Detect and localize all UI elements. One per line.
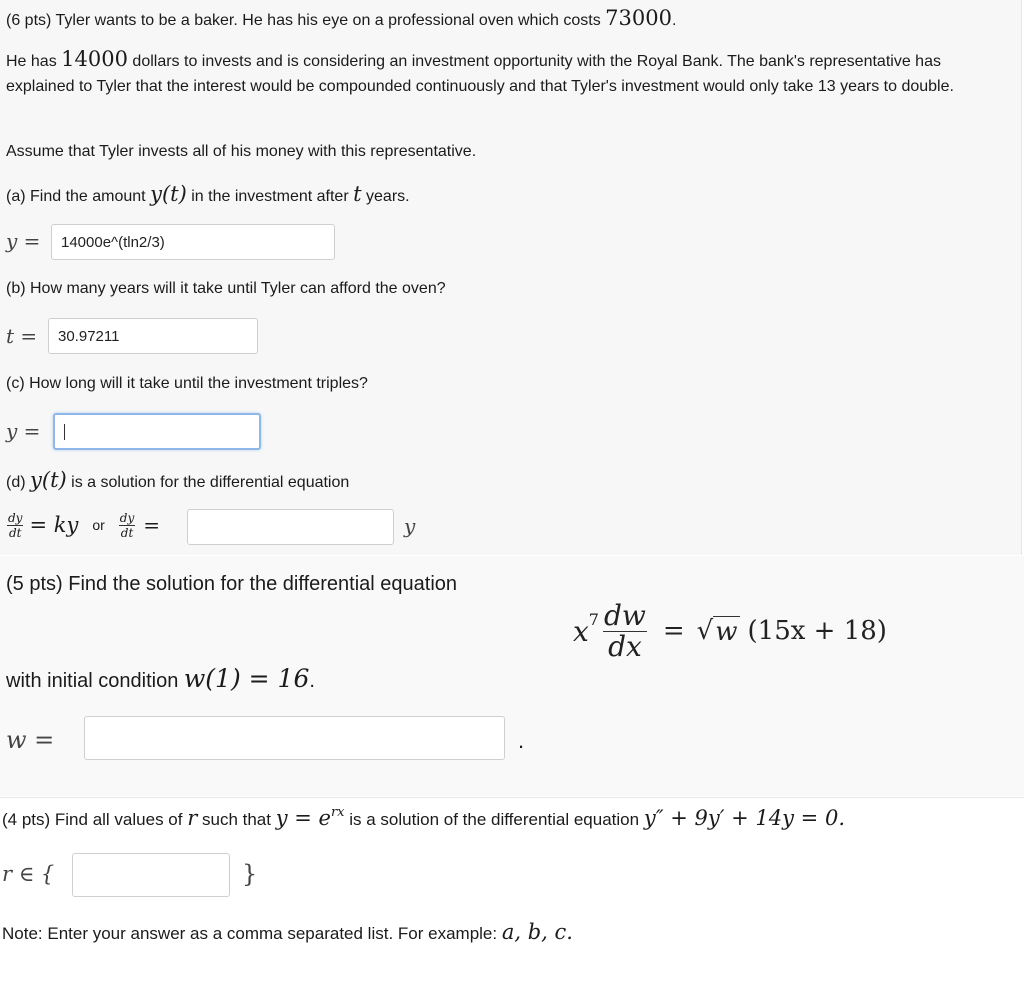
p3-de: y″ + 9y′ + 14y = 0.: [643, 806, 845, 830]
frac-1-den: dt: [8, 525, 22, 540]
part-a-mid: in the investment after: [191, 188, 349, 205]
part-a-suffix: years.: [366, 188, 410, 205]
part-d-prefix: (d): [6, 474, 26, 491]
w-answer-input[interactable]: [84, 716, 505, 760]
init-text: with initial condition: [6, 670, 179, 692]
sqrt-sign: √: [696, 616, 714, 646]
p2-equation: [573, 596, 887, 666]
p3-title: [2, 806, 845, 830]
set-close: }: [242, 860, 258, 888]
frac-1-num: dy: [8, 510, 23, 525]
problem-2: [0, 556, 1024, 796]
part-d-question: [6, 468, 349, 492]
eq-exponent: 7: [588, 609, 599, 629]
p3-exp: rx: [330, 805, 345, 820]
oven-cost: 73000: [605, 6, 672, 30]
part-a-answer-input[interactable]: [51, 224, 335, 260]
p2-init: [6, 664, 315, 693]
p1-assume: Assume that Tyler invests all of his money with this representative.: [6, 143, 477, 160]
init-math: w(1) = 16: [183, 664, 310, 693]
part-c-answer-input[interactable]: [53, 413, 261, 450]
p3-title-start: (4 pts) Find all values of: [2, 810, 183, 829]
set-label: r ∈ {: [2, 862, 55, 886]
part-b-label: t =: [6, 324, 38, 348]
text-caret: [64, 424, 65, 440]
part-b-question: (b) How many years will it take until Tyler can afford the oven?: [6, 280, 446, 297]
part-d-equals: =: [143, 513, 161, 537]
frac-2-den: dt: [120, 525, 134, 540]
part-a-label: y =: [6, 229, 41, 253]
p1-para-rest: dollars to invests and is considering an investment opportunity with the Royal Bank. The bank's representative has explained to Tyler that the interest would be compounded continuously and that Tyler's investment would only take 13 years to double.: [6, 53, 954, 95]
part-d-or: or: [92, 517, 105, 533]
dw: dw: [603, 598, 646, 632]
problem-3: [0, 797, 1024, 984]
w-after: .: [518, 728, 525, 753]
part-c-question: (c) How long will it take until the investment triples?: [6, 375, 368, 392]
part-d-after-y: y: [404, 514, 416, 538]
w-label: w =: [6, 726, 55, 754]
part-a-answer-value: 14000e^(tln2/3): [61, 233, 165, 251]
init-end: .: [309, 670, 315, 692]
p3-title-mid: such that: [201, 810, 271, 829]
part-a-question: [6, 182, 410, 206]
p1-title-text: (6 pts) Tyler wants to be a baker. He has his eye on a professional oven which costs: [6, 12, 601, 29]
part-a-func: y(t): [150, 182, 187, 206]
part-d-suffix: is a solution for the differential equation: [71, 474, 350, 491]
note-text: Note: Enter your answer as a comma separated list. For example:: [2, 924, 498, 943]
money-amount: 14000: [61, 47, 128, 71]
part-c-label: y =: [6, 419, 41, 443]
p1-title: [6, 6, 676, 30]
note-example: a, b, c.: [501, 920, 573, 944]
part-a-var: t: [353, 182, 362, 206]
p3-title-mid2: is a solution of the differential equation: [349, 810, 640, 829]
sqrt-w: w: [715, 616, 738, 647]
part-d-eq-ky: = ky: [29, 513, 79, 537]
eq-equals: =: [662, 616, 685, 646]
p1-title-end: .: [671, 12, 677, 29]
part-b-answer-input[interactable]: [48, 318, 258, 354]
p1-para-start: He has: [6, 53, 57, 70]
dx: dx: [608, 629, 642, 663]
p3-y-eq: y = e: [275, 806, 331, 830]
dy-dt-fraction-1: [7, 512, 23, 539]
p2-title: (5 pts) Find the solution for the differential equation: [6, 573, 458, 595]
p3-r: r: [187, 806, 198, 830]
part-a-prefix: (a) Find the amount: [6, 188, 146, 205]
r-answer-input[interactable]: [72, 853, 230, 897]
part-d-equation: [7, 508, 160, 542]
eq-rest: (15x + 18): [747, 616, 887, 646]
p1-paragraph: [6, 47, 1006, 99]
dw-dx-fraction: [603, 598, 647, 663]
part-b-answer-value: 30.97211: [58, 327, 120, 345]
frac-2-num: dy: [119, 510, 135, 525]
p3-note: [2, 920, 573, 944]
part-d-func: y(t): [30, 468, 67, 492]
part-d-answer-input[interactable]: [187, 509, 394, 545]
eq-x: x: [573, 614, 589, 648]
dy-dt-fraction-2: [119, 512, 135, 539]
